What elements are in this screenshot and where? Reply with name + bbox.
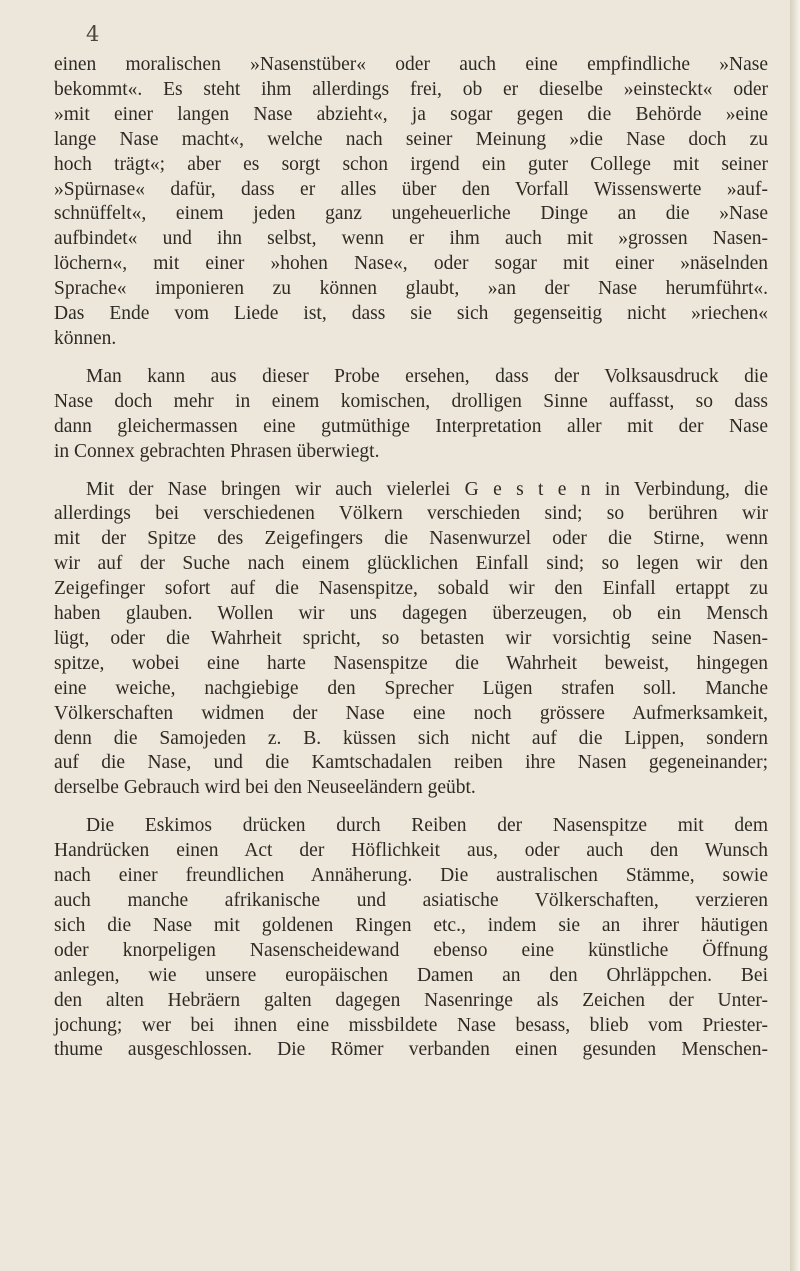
text-line: anlegen, wie unsere europäischen Damen an den Ohrläppchen. Bei xyxy=(54,964,768,986)
text-line: thume ausgeschlossen. Die Römer verbanden einen gesunden Menschen- xyxy=(54,1039,768,1061)
text-line: aufbindet« und ihn selbst, wenn er ihm auch mit »grossen Nasen- xyxy=(54,228,768,250)
text-line: Man kann aus dieser Probe ersehen, dass der Volksausdruck die xyxy=(86,365,768,387)
paragraph-3 xyxy=(54,478,768,802)
text-line: »mit einer langen Nase abzieht«, ja sogar gegen die Behörde »eine xyxy=(54,103,768,125)
text-line: wir auf der Suche nach einem glücklichen Einfall sind; so legen wir den xyxy=(54,553,768,575)
text-line: einen moralischen »Nasenstüber« oder auch eine empfindliche »Nase xyxy=(54,54,768,75)
text-line: auch manche afrikanische und asiatische Völkerschaften, verzieren xyxy=(54,890,768,911)
body-text xyxy=(54,53,768,1063)
text-line: lügt, oder die Wahrheit spricht, so betasten wir vorsichtig seine Nasen- xyxy=(54,627,768,649)
text-line: denn die Samojeden z. B. küssen sich nicht auf die Lippen, sondern xyxy=(54,727,768,749)
text-line: Völkerschaften widmen der Nase eine noch grössere Aufmerksamkeit, xyxy=(54,702,768,724)
text-line: dann gleichermassen eine gutmüthige Interpretation aller mit der Nase xyxy=(54,415,768,437)
text-line: Nase doch mehr in einem komischen, drolligen Sinne auffasst, so dass xyxy=(54,390,768,412)
page-edge xyxy=(790,0,800,1271)
text-line: lange Nase macht«, welche nach seiner Meinung »die Nase doch zu xyxy=(54,128,768,150)
text-line: den alten Hebräern galten dagegen Nasenringe als Zeichen der Unter- xyxy=(54,989,768,1011)
text-line: Das Ende vom Liede ist, dass sie sich gegenseitig nicht »riechen« xyxy=(54,303,768,325)
text-line: Mit der Nase bringen wir auch vielerlei G e s t e n in Verbindung, die xyxy=(86,478,768,500)
text-line: eine weiche, nachgiebige den Sprecher Lügen strafen soll. Manche xyxy=(54,677,768,699)
text-line: spitze, wobei eine harte Nasenspitze die Wahrheit beweist, hingegen xyxy=(54,652,768,674)
text-line: können. xyxy=(54,327,117,349)
text-line: bekommt«. Es steht ihm allerdings frei, ob er dieselbe »einsteckt« oder xyxy=(54,78,768,100)
text-line: schnüffelt«, einem jeden ganz ungeheuerliche Dinge an die »Nase xyxy=(54,203,768,225)
text-line: haben glauben. Wollen wir uns dagegen überzeugen, ob ein Mensch xyxy=(54,603,768,625)
paragraph-2 xyxy=(54,365,768,465)
text-line: derselbe Gebrauch wird bei den Neuseeländern geübt. xyxy=(54,777,476,799)
text-line: hoch trägt«; aber es sorgt schon irgend ein guter College mit seiner xyxy=(54,153,768,175)
text-line: allerdings bei verschiedenen Völkern verschieden sind; so berühren wir xyxy=(54,503,768,525)
text-line: Zeigefinger sofort auf die Nasenspitze, sobald wir den Einfall ertappt zu xyxy=(54,578,768,600)
text-line: sich die Nase mit goldenen Ringen etc., indem sie an ihrer häutigen xyxy=(54,914,768,936)
paragraph-4 xyxy=(54,814,768,1063)
text-line: oder knorpeligen Nasenscheidewand ebenso eine künstliche Öffnung xyxy=(54,939,768,961)
page-number: 4 xyxy=(86,22,100,46)
text-line: »Spürnase« dafür, dass er alles über den Vorfall Wissenswerte »auf- xyxy=(54,178,768,200)
text-line: in Connex gebrachten Phrasen überwiegt. xyxy=(54,440,380,462)
text-line: löchern«, mit einer »hohen Nase«, oder sogar mit einer »näselnden xyxy=(54,253,768,275)
paragraph-1 xyxy=(54,53,768,352)
text-line: auf die Nase, und die Kamtschadalen reiben ihre Nasen gegeneinander; xyxy=(54,752,768,774)
text-line: mit der Spitze des Zeigefingers die Nasenwurzel oder die Stirne, wenn xyxy=(54,528,768,550)
text-line: Die Eskimos drücken durch Reiben der Nasenspitze mit dem xyxy=(86,815,768,837)
text-line: Handrücken einen Act der Höflichkeit aus, oder auch den Wunsch xyxy=(54,840,768,862)
text-line: nach einer freundlichen Annäherung. Die australischen Stämme, sowie xyxy=(54,865,768,887)
text-line: Sprache« imponieren zu können glaubt, »an der Nase herumführt«. xyxy=(54,278,768,300)
text-line: jochung; wer bei ihnen eine missbildete Nase besass, blieb vom Priester- xyxy=(54,1014,768,1036)
